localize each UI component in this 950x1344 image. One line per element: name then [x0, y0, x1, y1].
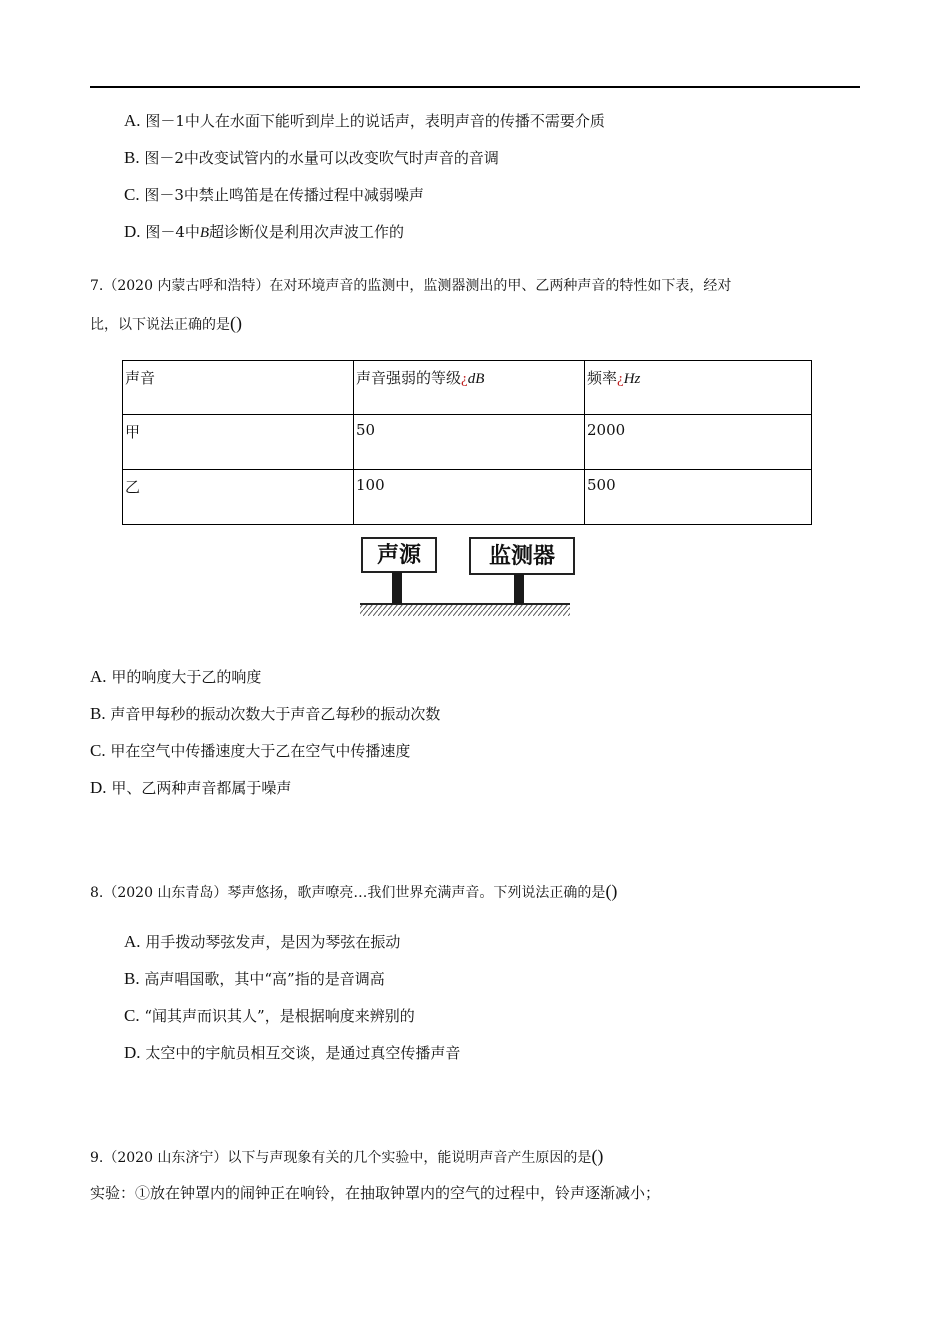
q8-option-a	[124, 932, 400, 952]
q9-experiment-line: 实验：①放在钟罩内的闹钟正在响铃，在抽取钟罩内的空气的过程中，铃声逐渐减小；	[90, 1184, 661, 1202]
q8-stem	[90, 881, 617, 903]
option-text: 用手拨动琴弦发声，是因为琴弦在振动	[145, 933, 401, 951]
header-cell: 声音强弱的等级¿dB	[354, 361, 585, 415]
option-letter: C.	[90, 741, 106, 760]
q8-option-c	[124, 1006, 415, 1026]
option-letter: A.	[124, 932, 141, 951]
q7-stem-line2	[90, 313, 242, 335]
option-letter: C.	[124, 1006, 140, 1025]
source-post	[392, 572, 402, 604]
option-letter: A.	[124, 111, 141, 130]
option-text: 图－1中人在水面下能听到岸上的说话声，表明声音的传播不需要介质	[145, 112, 605, 130]
answer-paren: ()	[230, 313, 242, 333]
table-row	[123, 470, 812, 525]
detector-post	[514, 574, 524, 604]
q7-option-a	[90, 667, 261, 687]
q7-stem-line1: 7.（2020 内蒙古呼和浩特）在对环境声音的监测中，监测器测出的甲、乙两种声音的特性如下表，经对	[90, 278, 732, 294]
table-cell: 甲	[123, 415, 354, 470]
answer-paren: ()	[591, 1146, 604, 1166]
option-text: 甲在空气中传播速度大于乙在空气中传播速度	[110, 742, 411, 760]
option-letter: D.	[124, 1043, 141, 1062]
table-cell: 500	[585, 470, 812, 525]
table-cell: 50	[354, 415, 585, 470]
option-letter: B.	[124, 148, 140, 167]
q8-option-d	[124, 1043, 460, 1063]
source-label: 声源	[376, 543, 422, 568]
option-text-post: 超诊断仪是利用次声波工作的	[209, 223, 405, 241]
header-rule	[90, 86, 860, 88]
option-letter: D.	[124, 222, 141, 241]
option-text-pre: 图－4中	[145, 223, 200, 241]
q7-option-b	[90, 704, 440, 724]
q8-stem-text: 8.（2020 山东青岛）琴声悠扬，歌声嘹亮…我们世界充满声音。下列说法正确的是	[90, 885, 606, 901]
option-text: 图－3中禁止鸣笛是在传播过程中减弱噪声	[144, 186, 424, 204]
header-cell: 频率¿Hz	[585, 361, 812, 415]
option-letter: C.	[124, 185, 140, 204]
q7-stem-text: 比，以下说法正确的是	[90, 317, 230, 333]
q6-option-c	[124, 185, 424, 205]
option-letter: D.	[90, 778, 107, 797]
table-row	[123, 415, 812, 470]
q6-option-b	[124, 148, 499, 168]
q7-option-c	[90, 741, 410, 761]
option-text: “闻其声而识其人”，是根据响度来辨别的	[144, 1007, 415, 1025]
q9-stem	[90, 1146, 603, 1168]
table-cell: 乙	[123, 470, 354, 525]
q7-option-d	[90, 778, 291, 798]
ground-hatch	[360, 604, 570, 616]
q9-stem-text: 9.（2020 山东济宁）以下与声现象有关的几个实验中，能说明声音产生原因的是	[90, 1150, 592, 1166]
q6-option-a	[124, 111, 605, 131]
option-letter: B.	[124, 969, 140, 988]
option-text: 高声唱国歌，其中“高”指的是音调高	[144, 970, 385, 988]
source-detector-figure	[358, 532, 592, 628]
option-variable: B	[199, 225, 210, 241]
option-text: 声音甲每秒的振动次数大于声音乙每秒的振动次数	[110, 705, 441, 723]
sound-data-table	[122, 360, 812, 525]
q8-option-b	[124, 969, 385, 989]
answer-paren: ()	[605, 881, 618, 901]
q6-option-d	[124, 222, 404, 243]
option-letter: A.	[90, 667, 107, 686]
option-text: 甲、乙两种声音都属于噪声	[111, 779, 292, 797]
option-text: 图－2中改变试管内的水量可以改变吹气时声音的音调	[144, 149, 499, 167]
table-header-row	[123, 361, 812, 415]
option-text: 甲的响度大于乙的响度	[111, 668, 262, 686]
option-letter: B.	[90, 704, 106, 723]
option-text: 太空中的宇航员相互交谈，是通过真空传播声音	[145, 1044, 461, 1062]
table-cell: 100	[354, 470, 585, 525]
header-cell: 声音	[123, 361, 354, 415]
table-cell: 2000	[585, 415, 812, 470]
detector-label: 监测器	[488, 544, 556, 569]
